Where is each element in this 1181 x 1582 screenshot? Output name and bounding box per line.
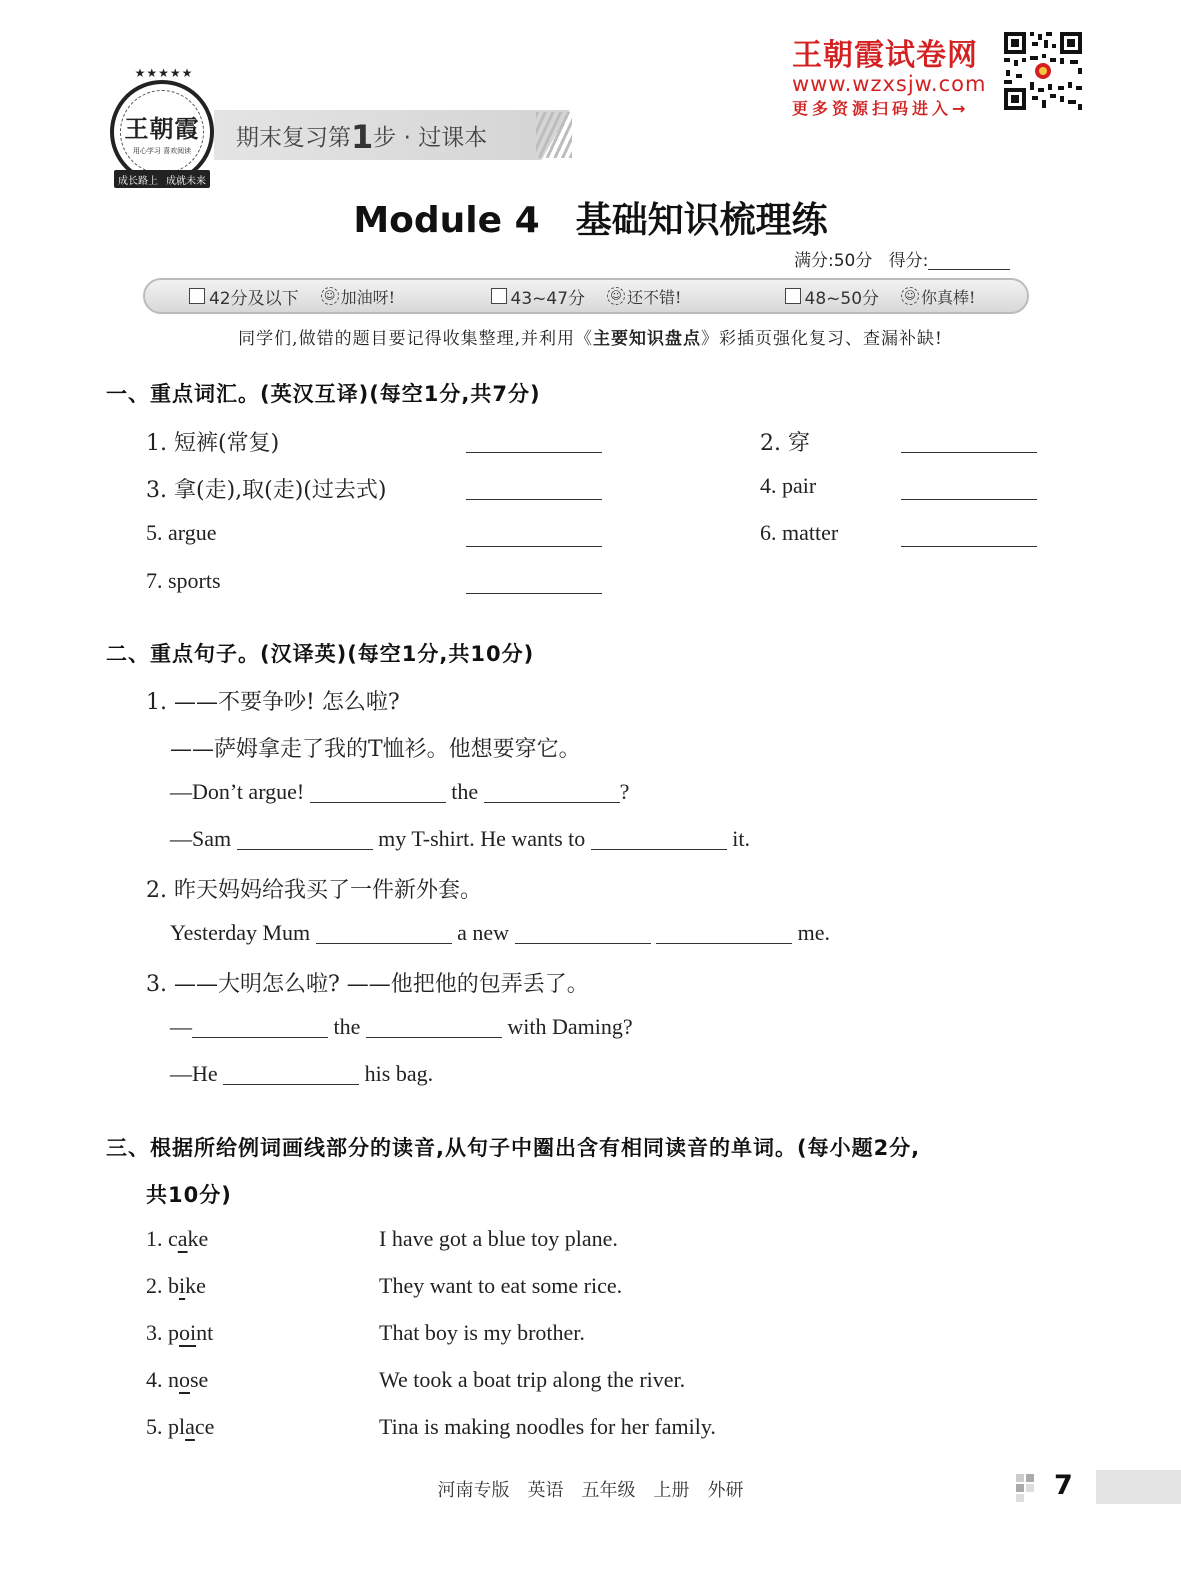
grade-cheer: 还不错!	[627, 287, 682, 307]
sentence-en	[170, 826, 750, 852]
module-title: Module 4	[353, 200, 540, 241]
word-part: p	[168, 1320, 179, 1345]
example-word	[146, 1226, 208, 1252]
word-part: c	[168, 1226, 178, 1251]
page-footer	[0, 1476, 1181, 1502]
score-input[interactable]	[928, 254, 1010, 270]
text-part: Yesterday Mum	[170, 920, 311, 945]
word-part: b	[168, 1273, 179, 1298]
example-word	[146, 1320, 213, 1346]
answer-blank[interactable]	[237, 828, 373, 850]
pronunciation-sentence[interactable]: They want to eat some rice.	[379, 1273, 623, 1298]
text-part: —Sam	[170, 826, 232, 851]
step-suffix: 步 · 过课本	[373, 125, 488, 151]
grade-bar	[143, 278, 1029, 314]
word-part: se	[190, 1367, 209, 1392]
vocab-item: 3. 拿(走),取(走)(过去式)	[146, 478, 387, 503]
sentence-en	[170, 1014, 633, 1040]
banner-stripes	[536, 112, 572, 158]
example-word	[146, 1367, 208, 1393]
vocab-item: 4. pair	[760, 473, 817, 498]
notice-after: 》彩插页强化复习、查漏补缺!	[700, 329, 943, 349]
grade-range: 42分及以下	[208, 288, 299, 309]
footer-edition: 河南专版	[437, 1480, 510, 1501]
brand-logo	[106, 66, 218, 194]
answer-blank[interactable]	[466, 593, 602, 594]
smiley-icon: ☺	[607, 287, 625, 305]
notice-bold: 主要知识盘点	[592, 329, 701, 349]
word-part: nt	[196, 1320, 214, 1345]
footer-subject: 英语	[527, 1480, 564, 1501]
footer-grade: 五年级	[581, 1480, 636, 1501]
step-prefix: 期末复习第	[236, 125, 351, 151]
sentence-en	[170, 1061, 433, 1087]
grade-item[interactable]	[145, 284, 439, 309]
answer-blank[interactable]	[591, 828, 727, 850]
logo-subtext: 用心学习 喜欢阅读	[132, 146, 192, 155]
pronunciation-sentence[interactable]: We took a boat trip along the river.	[379, 1367, 686, 1392]
checkbox-icon[interactable]	[785, 288, 801, 304]
text-part: the	[451, 779, 479, 804]
item-number: 5.	[146, 1414, 168, 1439]
answer-blank[interactable]	[901, 546, 1037, 547]
logo-ribbon-right: 成就未来	[166, 175, 206, 187]
word-part: ce	[194, 1414, 215, 1439]
item-number: 2.	[146, 1273, 168, 1298]
brand-name: 王朝霞试卷网	[792, 38, 978, 73]
word-part: ke	[187, 1226, 209, 1251]
checkbox-icon[interactable]	[491, 288, 507, 304]
page-number-strip	[1096, 1470, 1181, 1504]
text-part: with Daming?	[507, 1014, 633, 1039]
text-part: —He	[170, 1061, 218, 1086]
text-part: a new	[457, 920, 510, 945]
sentence-en	[170, 779, 629, 805]
answer-blank[interactable]	[515, 922, 651, 944]
word-part: pl	[168, 1414, 186, 1439]
text-part: ?	[619, 779, 630, 804]
notice-before: 同学们,做错的题目要记得收集整理,并利用《	[238, 329, 593, 349]
score-label: 得分:	[888, 251, 929, 271]
logo-ribbon	[114, 170, 210, 188]
word-part: n	[168, 1367, 179, 1392]
answer-blank[interactable]	[316, 922, 452, 944]
pronunciation-sentence[interactable]: I have got a blue toy plane.	[379, 1226, 618, 1251]
answer-blank[interactable]	[223, 1063, 359, 1085]
word-part: ke	[185, 1273, 206, 1298]
example-word	[146, 1414, 214, 1440]
text-part: the	[333, 1014, 361, 1039]
vocab-item: 7. sports	[146, 568, 221, 593]
logo-seal	[110, 80, 214, 184]
footer-publisher: 外研	[707, 1480, 744, 1501]
underlined-part: o	[179, 1367, 190, 1392]
sentence-cn: 1. ——不要争吵! 怎么啦?	[146, 690, 400, 715]
answer-blank[interactable]	[466, 452, 602, 453]
underlined-part: a	[177, 1226, 188, 1251]
text-part: my T-shirt. He wants to	[378, 826, 586, 851]
text-part: —Don’t argue!	[170, 779, 305, 804]
brand-block	[792, 30, 1002, 119]
qr-code-icon[interactable]	[1002, 30, 1084, 112]
answer-blank[interactable]	[656, 922, 792, 944]
answer-blank[interactable]	[366, 1016, 502, 1038]
answer-blank[interactable]	[466, 546, 602, 547]
example-word	[146, 1273, 206, 1299]
score-box	[794, 246, 1010, 271]
text-part: his bag.	[364, 1061, 434, 1086]
sentence-en	[170, 920, 830, 946]
section3-heading-cont: 共10分)	[146, 1183, 232, 1207]
section3-heading: 三、根据所给例词画线部分的读音,从句子中圈出含有相同读音的单词。(每小题2分,	[106, 1136, 921, 1160]
grade-range: 43~47分	[510, 288, 586, 309]
grade-cheer: 加油呀!	[340, 287, 396, 307]
sentence-cn: ——萨姆拿走了我的T恤衫。他想要穿它。	[170, 737, 581, 762]
sentence-cn: 2. 昨天妈妈给我买了一件新外套。	[146, 878, 482, 903]
text-part: me.	[797, 920, 830, 945]
item-number: 4.	[146, 1367, 168, 1392]
smiley-icon: ☺	[321, 287, 339, 305]
text-part: —	[170, 1014, 192, 1039]
pronunciation-sentence[interactable]: Tina is making noodles for her family.	[379, 1414, 716, 1439]
checkbox-icon[interactable]	[189, 288, 205, 304]
answer-blank[interactable]	[484, 781, 620, 803]
brand-url[interactable]: www.wzxsjw.com	[792, 72, 987, 96]
notice-text	[0, 324, 1181, 349]
vocab-item: 2. 穿	[760, 431, 810, 456]
full-score: 满分:50分	[794, 251, 873, 271]
section1-heading: 一、重点词汇。(英汉互译)(每空1分,共7分)	[106, 382, 541, 406]
underlined-part: i	[179, 1273, 186, 1298]
answer-blank[interactable]	[192, 1016, 328, 1038]
text-part: it.	[732, 826, 751, 851]
item-number: 1.	[146, 1226, 168, 1251]
answer-blank[interactable]	[310, 781, 446, 803]
grade-cheer: 你真棒!	[921, 287, 976, 307]
page-title	[0, 192, 1181, 243]
smiley-icon: ☺	[901, 287, 919, 305]
grade-item[interactable]	[439, 284, 733, 309]
logo-ribbon-left: 成长路上	[118, 175, 158, 187]
sentence-cn: 3. ——大明怎么啦? ——他把他的包弄丢了。	[146, 972, 589, 997]
underlined-part: oi	[179, 1320, 197, 1345]
grade-item[interactable]	[733, 284, 1027, 309]
logo-text: 王朝霞	[124, 113, 200, 143]
page-number: 7	[1054, 1470, 1073, 1501]
page-decoration-icon	[1016, 1474, 1044, 1502]
underlined-part: a	[185, 1414, 195, 1439]
grade-range: 48~50分	[804, 288, 880, 309]
pronunciation-sentence[interactable]: That boy is my brother.	[379, 1320, 585, 1345]
vocab-item: 5. argue	[146, 520, 217, 545]
item-number: 3.	[146, 1320, 168, 1345]
section2-heading: 二、重点句子。(汉译英)(每空1分,共10分)	[106, 642, 535, 666]
module-subtitle: 基础知识梳理练	[575, 200, 828, 241]
vocab-item: 1. 短裤(常复)	[146, 431, 280, 456]
step-title	[236, 118, 487, 156]
step-number: 1	[351, 118, 374, 156]
answer-blank[interactable]	[466, 499, 602, 500]
vocab-item: 6. matter	[760, 520, 839, 545]
answer-blank[interactable]	[901, 499, 1037, 500]
footer-volume: 上册	[653, 1480, 690, 1501]
brand-tagline: 更多资源扫码进入→	[792, 99, 970, 118]
logo-stars: ★★★★★	[134, 66, 194, 80]
answer-blank[interactable]	[901, 452, 1037, 453]
